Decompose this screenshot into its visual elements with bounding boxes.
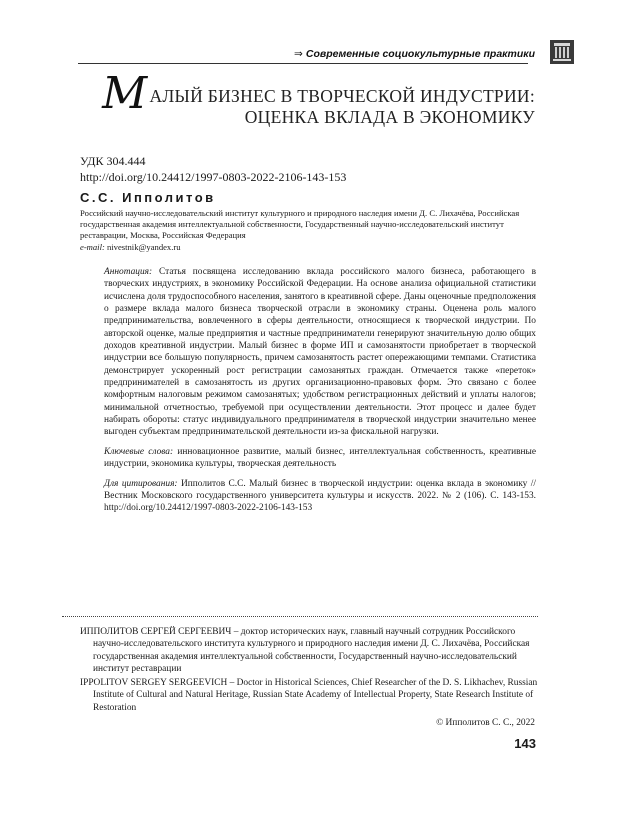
footnote-divider	[62, 616, 538, 617]
header-rule	[78, 63, 528, 64]
citation-label: Для цитирования:	[104, 478, 178, 489]
affiliation-text: Российский научно-исследовательский институт культурного и природного наследия имени Д. С. Лихачёва, Российская государственная академия интеллектуальной собственности, Государственный научно-исследовательский институт реставрации, Москва, Российская Федерация	[80, 208, 520, 241]
running-head	[294, 48, 535, 60]
author-bio-en	[80, 677, 538, 714]
author-email[interactable]: nivestnik@yandex.ru	[106, 241, 181, 252]
bio-en-name: IPPOLITOV SERGEY SERGEEVICH	[80, 678, 228, 688]
citation	[104, 478, 536, 515]
bio-ru-name: ИППОЛИТОВ СЕРГЕЙ СЕРГЕЕВИЧ	[80, 627, 232, 637]
keywords-label: Ключевые слова:	[104, 446, 174, 457]
arrow-icon: ⇒	[294, 48, 303, 60]
section-title: Современные социокультурные практики	[305, 48, 535, 60]
abstract	[104, 266, 536, 439]
author-affiliation	[80, 208, 536, 253]
keywords	[104, 446, 536, 471]
abstract-text: Статья посвящена исследованию вклада российского малого бизнеса, работающего в творческих индустриях, в экономику Российской Федерации. На основе анализа официальной статистики исчислена доля трудоспособного населения, занятого в креативной сфере. Даны оценочные предположения о размере вклада малого бизнеса творческой отрасли в экономику страны. Оценена роль малого предпринимательства, вовлеченного в сферы деятельности, относящиеся к творческой индустрии. По авторской оценке, малые предприятия и частные предприниматели генерируют значительную долю общих доходов креативной индустрии. Малый бизнес в форме ИП и самозанятости приобретает в творческой индустрии все большую популярность, причем самозанятость растет опережающими темпами. Статистика демонстрирует ускоренный рост регистрации самозанятых граждан. Отмечается также «переток» предпринимателей в самозанятость из других организационно-правовых форм. Это связано с более комфортным налоговым режимом самозанятых; удобством регистрационных действий и уплаты налогов; минимальной отчетностью, требуемой при осуществлении деятельности. Этот процесс и далее будет набирать обороты: статус индивидуального предпринимателя в творческой индустрии значительно менее выгоден субъектам предпринимательской деятельности из-за фискальной нагрузки.	[104, 267, 537, 438]
page-number: 143	[514, 736, 536, 751]
bio-en-text: – Doctor in Historical Sciences, Chief Researcher of the D. S. Likhachev, Russian Institute of Cultural and Natural Heritage, Russian State Academy of Intellectual Property, State Research Institute of Restoration	[93, 678, 538, 713]
bio-ru-text: – доктор исторических наук, главный научный сотрудник Российского научно-исследовательского института культурного и природного наследия имени Д. С. Лихачёва, Российская государственная академия интеллектуальной собственности, Государственный научно-исследовательский институт реставрации	[93, 627, 530, 675]
doi-link[interactable]: http://doi.org/10.24412/1997-0803-2022-2106-143-153	[80, 170, 347, 184]
udk-code: УДК 304.444	[80, 154, 146, 168]
title-line-1: АЛЫЙ БИЗНЕС В ТВОРЧЕСКОЙ ИНДУСТРИИ:	[149, 86, 535, 106]
abstract-section	[104, 266, 536, 522]
copyright: © Ипполитов С. С., 2022	[436, 718, 535, 728]
keywords-text: инновационное развитие, малый бизнес, интеллектуальная собственность, креативные индустрии, экономика культуры, творческая деятельность	[104, 446, 537, 470]
email-label: e-mail:	[80, 241, 105, 252]
journal-logo-icon	[550, 40, 574, 64]
author-bio-ru	[80, 626, 538, 676]
author-name: С.С. Ипполитов	[80, 190, 216, 205]
citation-text: Ипполитов С.С. Малый бизнес в творческой индустрии: оценка вклада в экономику // Вестник Московского государственного университета культуры и искусств. 2022. № 2 (106). С. 143-153. http://doi.org/10.24412/1997-0803-2022-2106-143-153	[104, 478, 536, 514]
title-line-2: ОЦЕНКА ВКЛАДА В ЭКОНОМИКУ	[244, 107, 535, 127]
article-title	[102, 68, 535, 128]
abstract-label: Аннотация:	[104, 267, 153, 277]
title-dropcap: М	[102, 68, 148, 119]
